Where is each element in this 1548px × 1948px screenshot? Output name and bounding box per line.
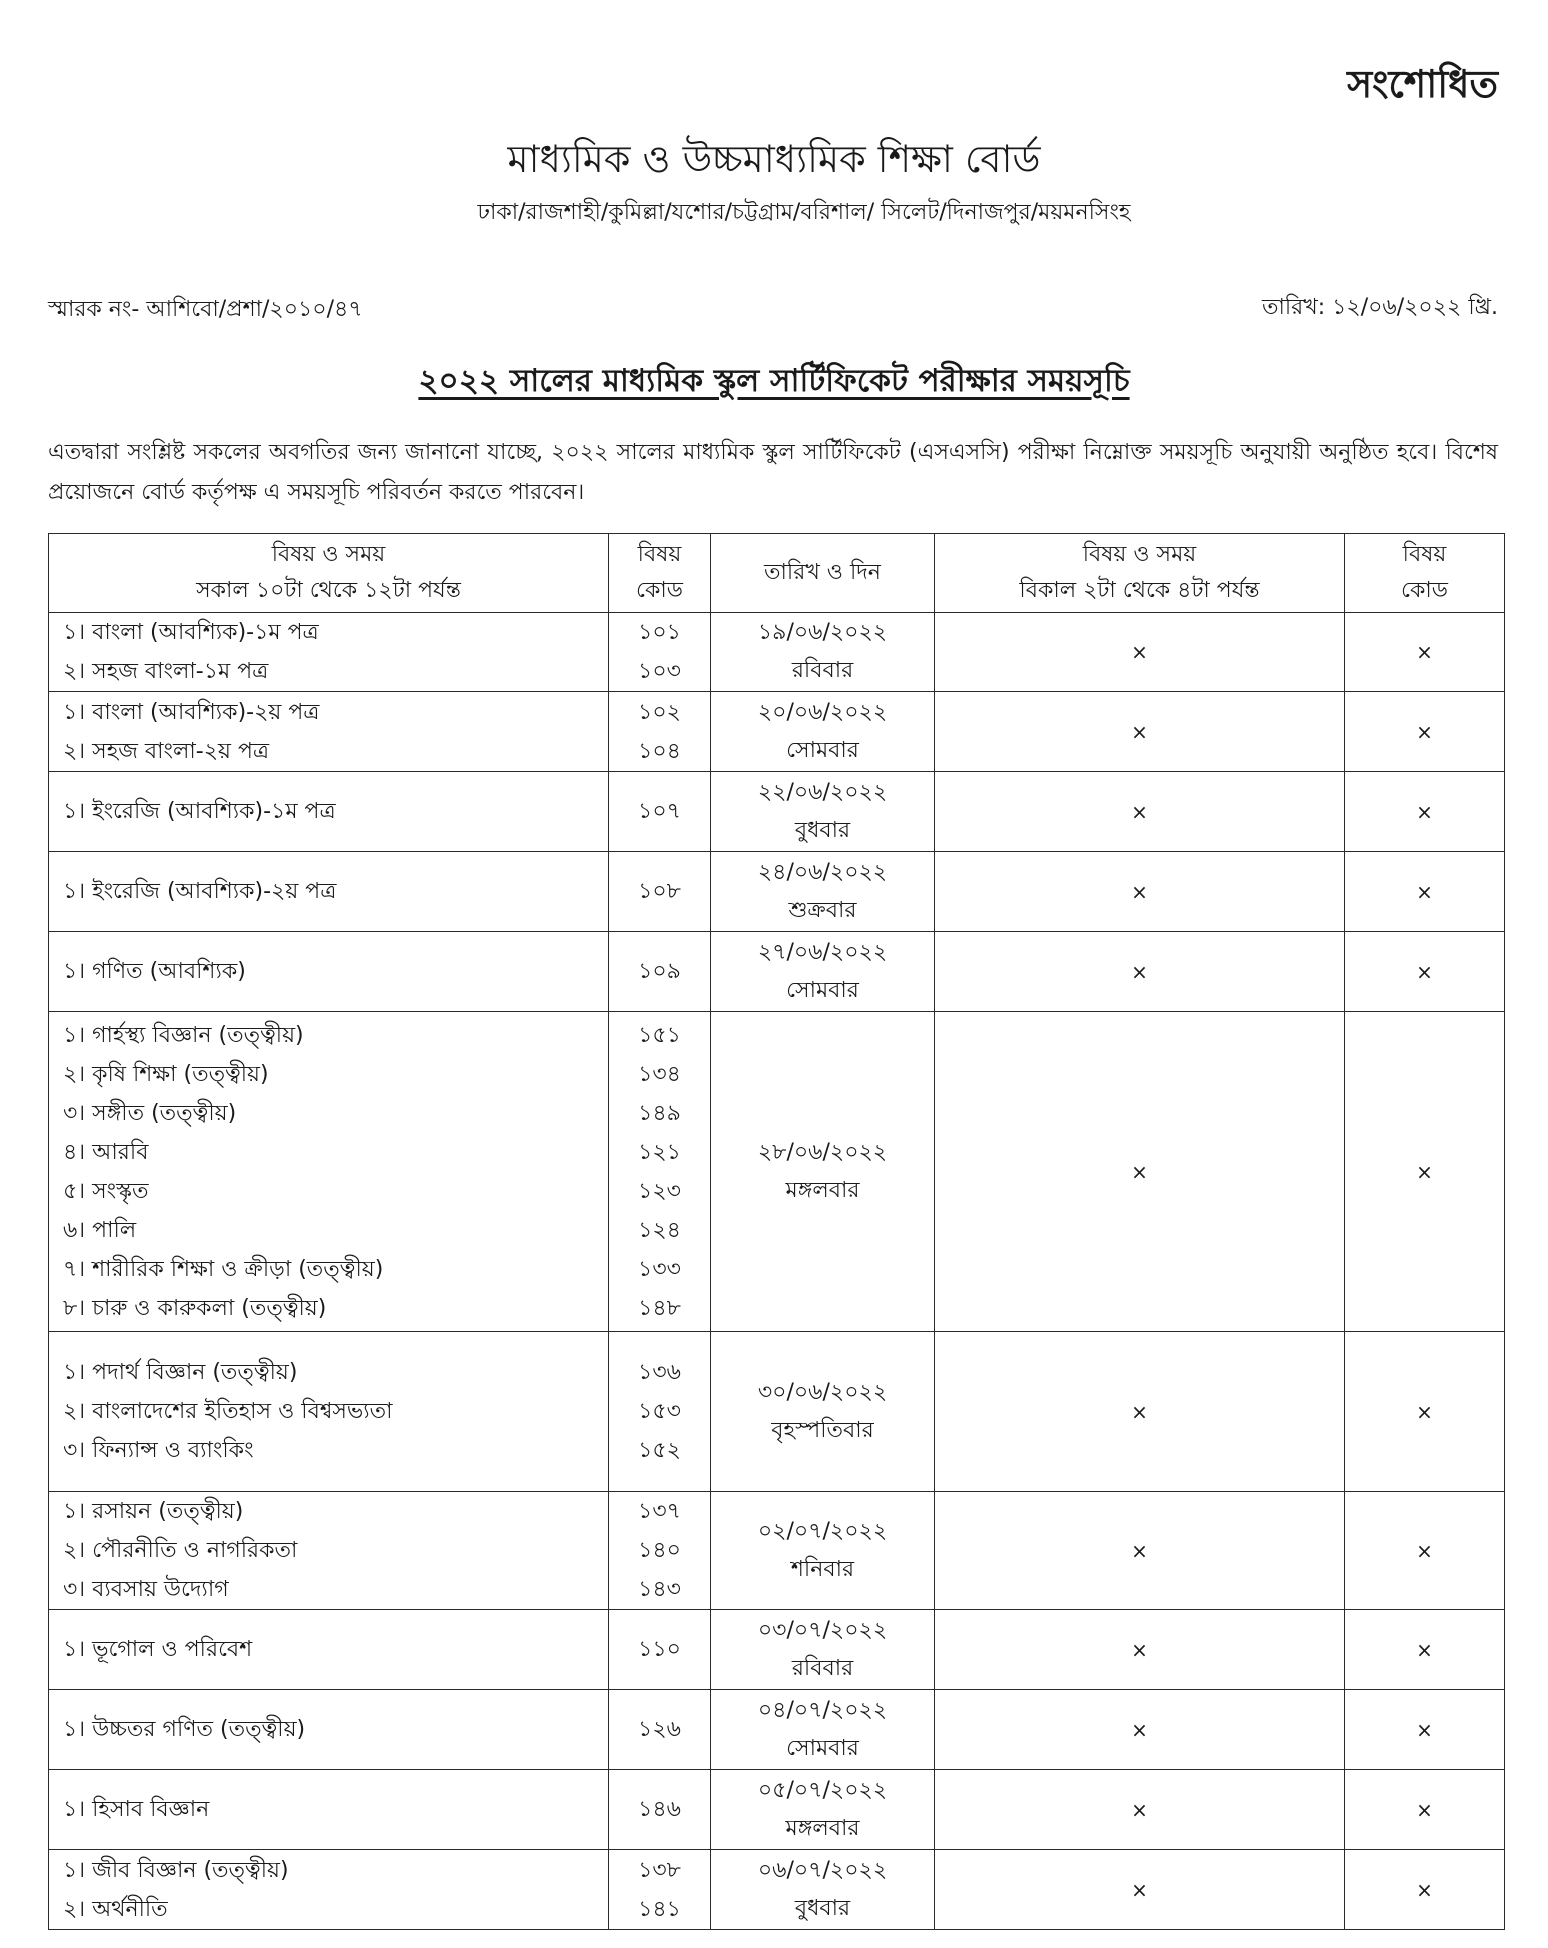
exam-date: ০৩/০৭/২০২২ bbox=[757, 1617, 888, 1643]
subject-name: ৫। সংস্কৃত bbox=[63, 1178, 149, 1204]
memo-number: স্মারক নং- আশিবো/প্রশা/২০১০/৪৭ bbox=[48, 297, 363, 322]
exam-day: সোমবার bbox=[786, 737, 859, 763]
subject-name: ২। পৌরনীতি ও নাগরিকতা bbox=[63, 1538, 298, 1563]
afternoon-subject-cell bbox=[935, 1492, 1345, 1610]
subject-name: ৭। শারীরিক শিক্ষা ও ক্রীড়া (তত্ত্বীয়) bbox=[63, 1256, 384, 1282]
subject-cell bbox=[49, 1492, 609, 1610]
subject-name: ২। সহজ বাংলা-১ম পত্র bbox=[63, 659, 269, 684]
date-day-cell bbox=[711, 1012, 935, 1332]
subject-name: ১। ভূগোল ও পরিবেশ bbox=[63, 1637, 253, 1662]
afternoon-code-cell bbox=[1345, 1770, 1505, 1850]
subject-cell bbox=[49, 692, 609, 772]
exam-date: ০৫/০৭/২০২২ bbox=[757, 1777, 888, 1803]
subject-name: ৬। পালি bbox=[63, 1217, 137, 1243]
table-row bbox=[49, 1332, 1505, 1492]
subject-cell bbox=[49, 852, 609, 932]
cross-mark: × bbox=[1416, 879, 1433, 904]
subject-name: ১। ইংরেজি (আবশ্যিক)-২য় পত্র bbox=[63, 879, 337, 904]
afternoon-code-cell bbox=[1345, 1492, 1505, 1610]
subject-code: ১০৪ bbox=[638, 738, 681, 764]
subject-cell bbox=[49, 1770, 609, 1850]
exam-day: সোমবার bbox=[786, 1735, 859, 1761]
date-day-cell bbox=[711, 1610, 935, 1690]
subject-name: ১। পদার্থ বিজ্ঞান (তত্ত্বীয়) bbox=[63, 1360, 298, 1385]
afternoon-subject-cell bbox=[935, 1850, 1345, 1930]
cross-mark: × bbox=[1131, 640, 1148, 664]
subject-code: ১০২ bbox=[638, 699, 681, 725]
afternoon-code-cell bbox=[1345, 613, 1505, 692]
subject-cell bbox=[49, 1610, 609, 1690]
date-day-cell bbox=[711, 1332, 935, 1492]
cross-mark: × bbox=[1416, 1797, 1433, 1822]
afternoon-code-cell bbox=[1345, 1610, 1505, 1690]
cross-mark: × bbox=[1416, 1538, 1433, 1563]
cross-mark: × bbox=[1416, 1637, 1433, 1662]
subject-code: ১৩৩ bbox=[638, 1256, 681, 1282]
cross-mark: × bbox=[1416, 1717, 1433, 1742]
subject-code: ১৪৩ bbox=[638, 1577, 681, 1602]
subject-code: ১০১ bbox=[638, 620, 681, 645]
page-title-text: ২০২২ সালের মাধ্যমিক স্কুল সার্টিফিকেট পরীক্ষার সময়সূচি bbox=[418, 363, 1130, 399]
table-row bbox=[49, 692, 1505, 772]
subject-name: ৩। ব্যবসায় উদ্যোগ bbox=[63, 1577, 229, 1602]
cross-mark: × bbox=[1131, 1538, 1148, 1563]
subject-name: ৪। আরবি bbox=[63, 1139, 149, 1165]
afternoon-code-cell bbox=[1345, 1690, 1505, 1770]
header-subject-code bbox=[609, 534, 711, 613]
revised-stamp: সংশোধিত bbox=[1347, 62, 1498, 106]
table-row bbox=[49, 852, 1505, 932]
table-row bbox=[49, 1690, 1505, 1770]
subject-name: ৮। চারু ও কারুকলা (তত্ত্বীয়) bbox=[63, 1295, 327, 1321]
subject-code-cell bbox=[609, 1690, 711, 1770]
cross-mark: × bbox=[1131, 1637, 1148, 1662]
header-code-line1: বিষয় bbox=[637, 542, 682, 567]
afternoon-code-cell bbox=[1345, 1850, 1505, 1930]
subject-code: ১০৯ bbox=[638, 959, 681, 984]
subject-code: ১৫২ bbox=[638, 1438, 681, 1463]
table-row bbox=[49, 1610, 1505, 1690]
date-day-cell bbox=[711, 1850, 935, 1930]
afternoon-subject-cell bbox=[935, 932, 1345, 1012]
subject-code-cell bbox=[609, 1012, 711, 1332]
exam-date: ২৪/০৬/২০২২ bbox=[757, 859, 888, 885]
board-name: মাধ্যমিক ও উচ্চমাধ্যমিক শিক্ষা বোর্ড bbox=[507, 137, 1041, 181]
subject-code: ১১০ bbox=[638, 1637, 681, 1662]
table-header-row bbox=[49, 534, 1505, 613]
exam-date: ৩০/০৬/২০২২ bbox=[757, 1379, 888, 1405]
cross-mark: × bbox=[1131, 719, 1148, 744]
subject-code: ১৩৬ bbox=[638, 1360, 681, 1385]
subject-code-cell bbox=[609, 1492, 711, 1610]
afternoon-code-cell bbox=[1345, 852, 1505, 932]
subject-name: ১। ইংরেজি (আবশ্যিক)-১ম পত্র bbox=[63, 799, 336, 824]
date-day-cell bbox=[711, 1770, 935, 1850]
header-date-day bbox=[711, 534, 935, 613]
subject-cell bbox=[49, 1690, 609, 1770]
exam-day: রবিবার bbox=[791, 658, 854, 683]
subject-code: ১৫৩ bbox=[638, 1399, 681, 1424]
table-row bbox=[49, 772, 1505, 852]
subject-code: ১০৩ bbox=[638, 659, 681, 684]
table-row bbox=[49, 1012, 1505, 1332]
exam-day: সোমবার bbox=[786, 977, 859, 1003]
cross-mark: × bbox=[1131, 879, 1148, 904]
subject-code-cell bbox=[609, 772, 711, 852]
subject-cell bbox=[49, 932, 609, 1012]
subject-name: ৩। সঙ্গীত (তত্ত্বীয়) bbox=[63, 1100, 237, 1126]
date-day-cell bbox=[711, 692, 935, 772]
subject-name: ১। বাংলা (আবশ্যিক)-১ম পত্র bbox=[63, 620, 319, 645]
date-day-cell bbox=[711, 852, 935, 932]
subject-code: ১৪৯ bbox=[638, 1100, 681, 1126]
exam-date: ২০/০৬/২০২২ bbox=[757, 699, 888, 725]
notice-paragraph: এতদ্বারা সংশ্লিষ্ট সকলের অবগতির জন্য জানানো যাচ্ছে, ২০২২ সালের মাধ্যমিক স্কুল সার্টিফিকেট (এসএসসি) পরীক্ষা নিম্নোক্ত সময়সূচি অনুযায়ী অনুষ্ঠিত হবে। বিশেষ প্রয়োজনে বোর্ড কর্তৃপক্ষ এ সময়সূচি পরিবর্তন করতে পারবেন। bbox=[48, 440, 1498, 505]
exam-date: ২৭/০৬/২০২২ bbox=[757, 939, 888, 965]
subject-code-cell bbox=[609, 613, 711, 692]
exam-day: মঙ্গলবার bbox=[785, 1177, 860, 1203]
subject-name: ১। গণিত (আবশ্যিক) bbox=[63, 959, 246, 984]
subject-name: ২। অর্থনীতি bbox=[63, 1896, 168, 1922]
exam-day: বুধবার bbox=[794, 817, 851, 843]
table-row bbox=[49, 613, 1505, 692]
exam-date: ০৬/০৭/২০২২ bbox=[757, 1857, 888, 1883]
header-afternoon-code bbox=[1345, 534, 1505, 613]
subject-code-cell bbox=[609, 852, 711, 932]
cross-mark: × bbox=[1416, 1399, 1433, 1424]
subject-name: ১। রসায়ন (তত্ত্বীয়) bbox=[63, 1499, 244, 1524]
exam-day: শুক্রবার bbox=[788, 897, 857, 923]
subject-code: ১৪০ bbox=[638, 1538, 681, 1563]
exam-schedule-table bbox=[48, 533, 1505, 1930]
header-morning-subject bbox=[49, 534, 609, 613]
cross-mark: × bbox=[1131, 799, 1148, 824]
cross-mark: × bbox=[1416, 1159, 1433, 1184]
exam-day: বৃহস্পতিবার bbox=[771, 1417, 874, 1443]
date-day-cell bbox=[711, 932, 935, 1012]
afternoon-subject-cell bbox=[935, 1770, 1345, 1850]
cross-mark: × bbox=[1131, 959, 1148, 984]
header-code2-line2: কোড bbox=[1401, 578, 1448, 603]
header-afternoon-line1: বিষয় ও সময় bbox=[1082, 542, 1197, 567]
exam-date: ০৪/০৭/২০২২ bbox=[757, 1697, 888, 1723]
subject-code: ১৩৪ bbox=[638, 1061, 681, 1087]
subject-code: ১২৬ bbox=[638, 1717, 681, 1742]
exam-date: ২২/০৬/২০২২ bbox=[757, 779, 888, 805]
cross-mark: × bbox=[1131, 1717, 1148, 1742]
subject-code-cell bbox=[609, 1770, 711, 1850]
subject-code-cell bbox=[609, 1610, 711, 1690]
subject-cell bbox=[49, 1332, 609, 1492]
subject-code: ১৪৬ bbox=[638, 1797, 681, 1822]
exam-date: ২৮/০৬/২০২২ bbox=[757, 1139, 888, 1165]
afternoon-subject-cell bbox=[935, 692, 1345, 772]
header-morning-line1: বিষয় ও সময় bbox=[271, 542, 386, 567]
afternoon-subject-cell bbox=[935, 613, 1345, 692]
subject-code: ১৫১ bbox=[638, 1022, 681, 1048]
afternoon-subject-cell bbox=[935, 1610, 1345, 1690]
table-row bbox=[49, 1770, 1505, 1850]
subject-name: ১। জীব বিজ্ঞান (তত্ত্বীয়) bbox=[63, 1857, 289, 1883]
subject-code: ১২১ bbox=[638, 1139, 681, 1165]
subject-code: ১০৭ bbox=[638, 799, 681, 824]
date-day-cell bbox=[711, 613, 935, 692]
issue-date: তারিখ: ১২/০৬/২০২২ খ্রি. bbox=[1261, 295, 1498, 320]
subject-code: ১২৩ bbox=[638, 1178, 681, 1204]
subject-code: ১৪৮ bbox=[638, 1295, 681, 1321]
exam-day: শনিবার bbox=[790, 1556, 855, 1582]
afternoon-code-cell bbox=[1345, 932, 1505, 1012]
subject-cell bbox=[49, 1012, 609, 1332]
subject-cell bbox=[49, 613, 609, 692]
afternoon-subject-cell bbox=[935, 1012, 1345, 1332]
subject-code: ১৩৭ bbox=[638, 1499, 681, 1524]
cross-mark: × bbox=[1416, 1877, 1433, 1902]
subject-name: ১। বাংলা (আবশ্যিক)-২য় পত্র bbox=[63, 699, 320, 725]
cross-mark: × bbox=[1131, 1877, 1148, 1902]
subject-code: ১২৪ bbox=[638, 1217, 681, 1243]
subject-code: ১৪১ bbox=[638, 1896, 681, 1922]
table-row bbox=[49, 1492, 1505, 1610]
date-day-cell bbox=[711, 1492, 935, 1610]
cross-mark: × bbox=[1416, 640, 1433, 664]
header-code2-line1: বিষয় bbox=[1402, 542, 1447, 567]
header-morning-line2: সকাল ১০টা থেকে ১২টা পর্যন্ত bbox=[196, 578, 461, 603]
subject-name: ২। বাংলাদেশের ইতিহাস ও বিশ্বসভ্যতা bbox=[63, 1399, 393, 1424]
header-afternoon-subject bbox=[935, 534, 1345, 613]
afternoon-code-cell bbox=[1345, 692, 1505, 772]
date-day-cell bbox=[711, 772, 935, 852]
cross-mark: × bbox=[1131, 1159, 1148, 1184]
cross-mark: × bbox=[1416, 719, 1433, 744]
subject-cell bbox=[49, 1850, 609, 1930]
subject-code: ১৩৮ bbox=[638, 1857, 681, 1883]
afternoon-subject-cell bbox=[935, 1332, 1345, 1492]
subject-code-cell bbox=[609, 1332, 711, 1492]
cross-mark: × bbox=[1416, 799, 1433, 824]
cross-mark: × bbox=[1131, 1399, 1148, 1424]
exam-day: মঙ্গলবার bbox=[785, 1815, 860, 1841]
table-row bbox=[49, 932, 1505, 1012]
afternoon-code-cell bbox=[1345, 1012, 1505, 1332]
subject-cell bbox=[49, 772, 609, 852]
subject-code-cell bbox=[609, 932, 711, 1012]
afternoon-subject-cell bbox=[935, 852, 1345, 932]
subject-name: ১। হিসাব বিজ্ঞান bbox=[63, 1797, 210, 1822]
subject-name: ৩। ফিন্যান্স ও ব্যাংকিং bbox=[63, 1438, 254, 1463]
table-row bbox=[49, 1850, 1505, 1930]
subject-name: ২। সহজ বাংলা-২য় পত্র bbox=[63, 738, 270, 764]
subject-name: ১। গার্হস্থ্য বিজ্ঞান (তত্ত্বীয়) bbox=[63, 1022, 304, 1048]
header-date-day-label: তারিখ ও দিন bbox=[764, 560, 881, 585]
cross-mark: × bbox=[1131, 1797, 1148, 1822]
subject-name: ২। কৃষি শিক্ষা (তত্ত্বীয়) bbox=[63, 1061, 269, 1087]
afternoon-code-cell bbox=[1345, 772, 1505, 852]
exam-date: ০২/০৭/২০২২ bbox=[757, 1518, 888, 1544]
exam-day: রবিবার bbox=[791, 1655, 854, 1681]
board-list: ঢাকা/রাজশাহী/কুমিল্লা/যশোর/চট্টগ্রাম/বরিশাল/ সিলেট/দিনাজপুর/ময়মনসিংহ bbox=[477, 200, 1131, 225]
header-code-line2: কোড bbox=[636, 578, 683, 603]
header-afternoon-line2: বিকাল ২টা থেকে ৪টা পর্যন্ত bbox=[1019, 578, 1260, 603]
date-day-cell bbox=[711, 1690, 935, 1770]
afternoon-code-cell bbox=[1345, 1332, 1505, 1492]
page-title bbox=[0, 357, 1548, 409]
subject-code: ১০৮ bbox=[638, 879, 681, 904]
afternoon-subject-cell bbox=[935, 1690, 1345, 1770]
exam-date: ১৯/০৬/২০২২ bbox=[757, 620, 888, 645]
subject-name: ১। উচ্চতর গণিত (তত্ত্বীয়) bbox=[63, 1717, 306, 1742]
cross-mark: × bbox=[1416, 959, 1433, 984]
exam-day: বুধবার bbox=[794, 1895, 851, 1921]
afternoon-subject-cell bbox=[935, 772, 1345, 852]
subject-code-cell bbox=[609, 1850, 711, 1930]
subject-code-cell bbox=[609, 692, 711, 772]
